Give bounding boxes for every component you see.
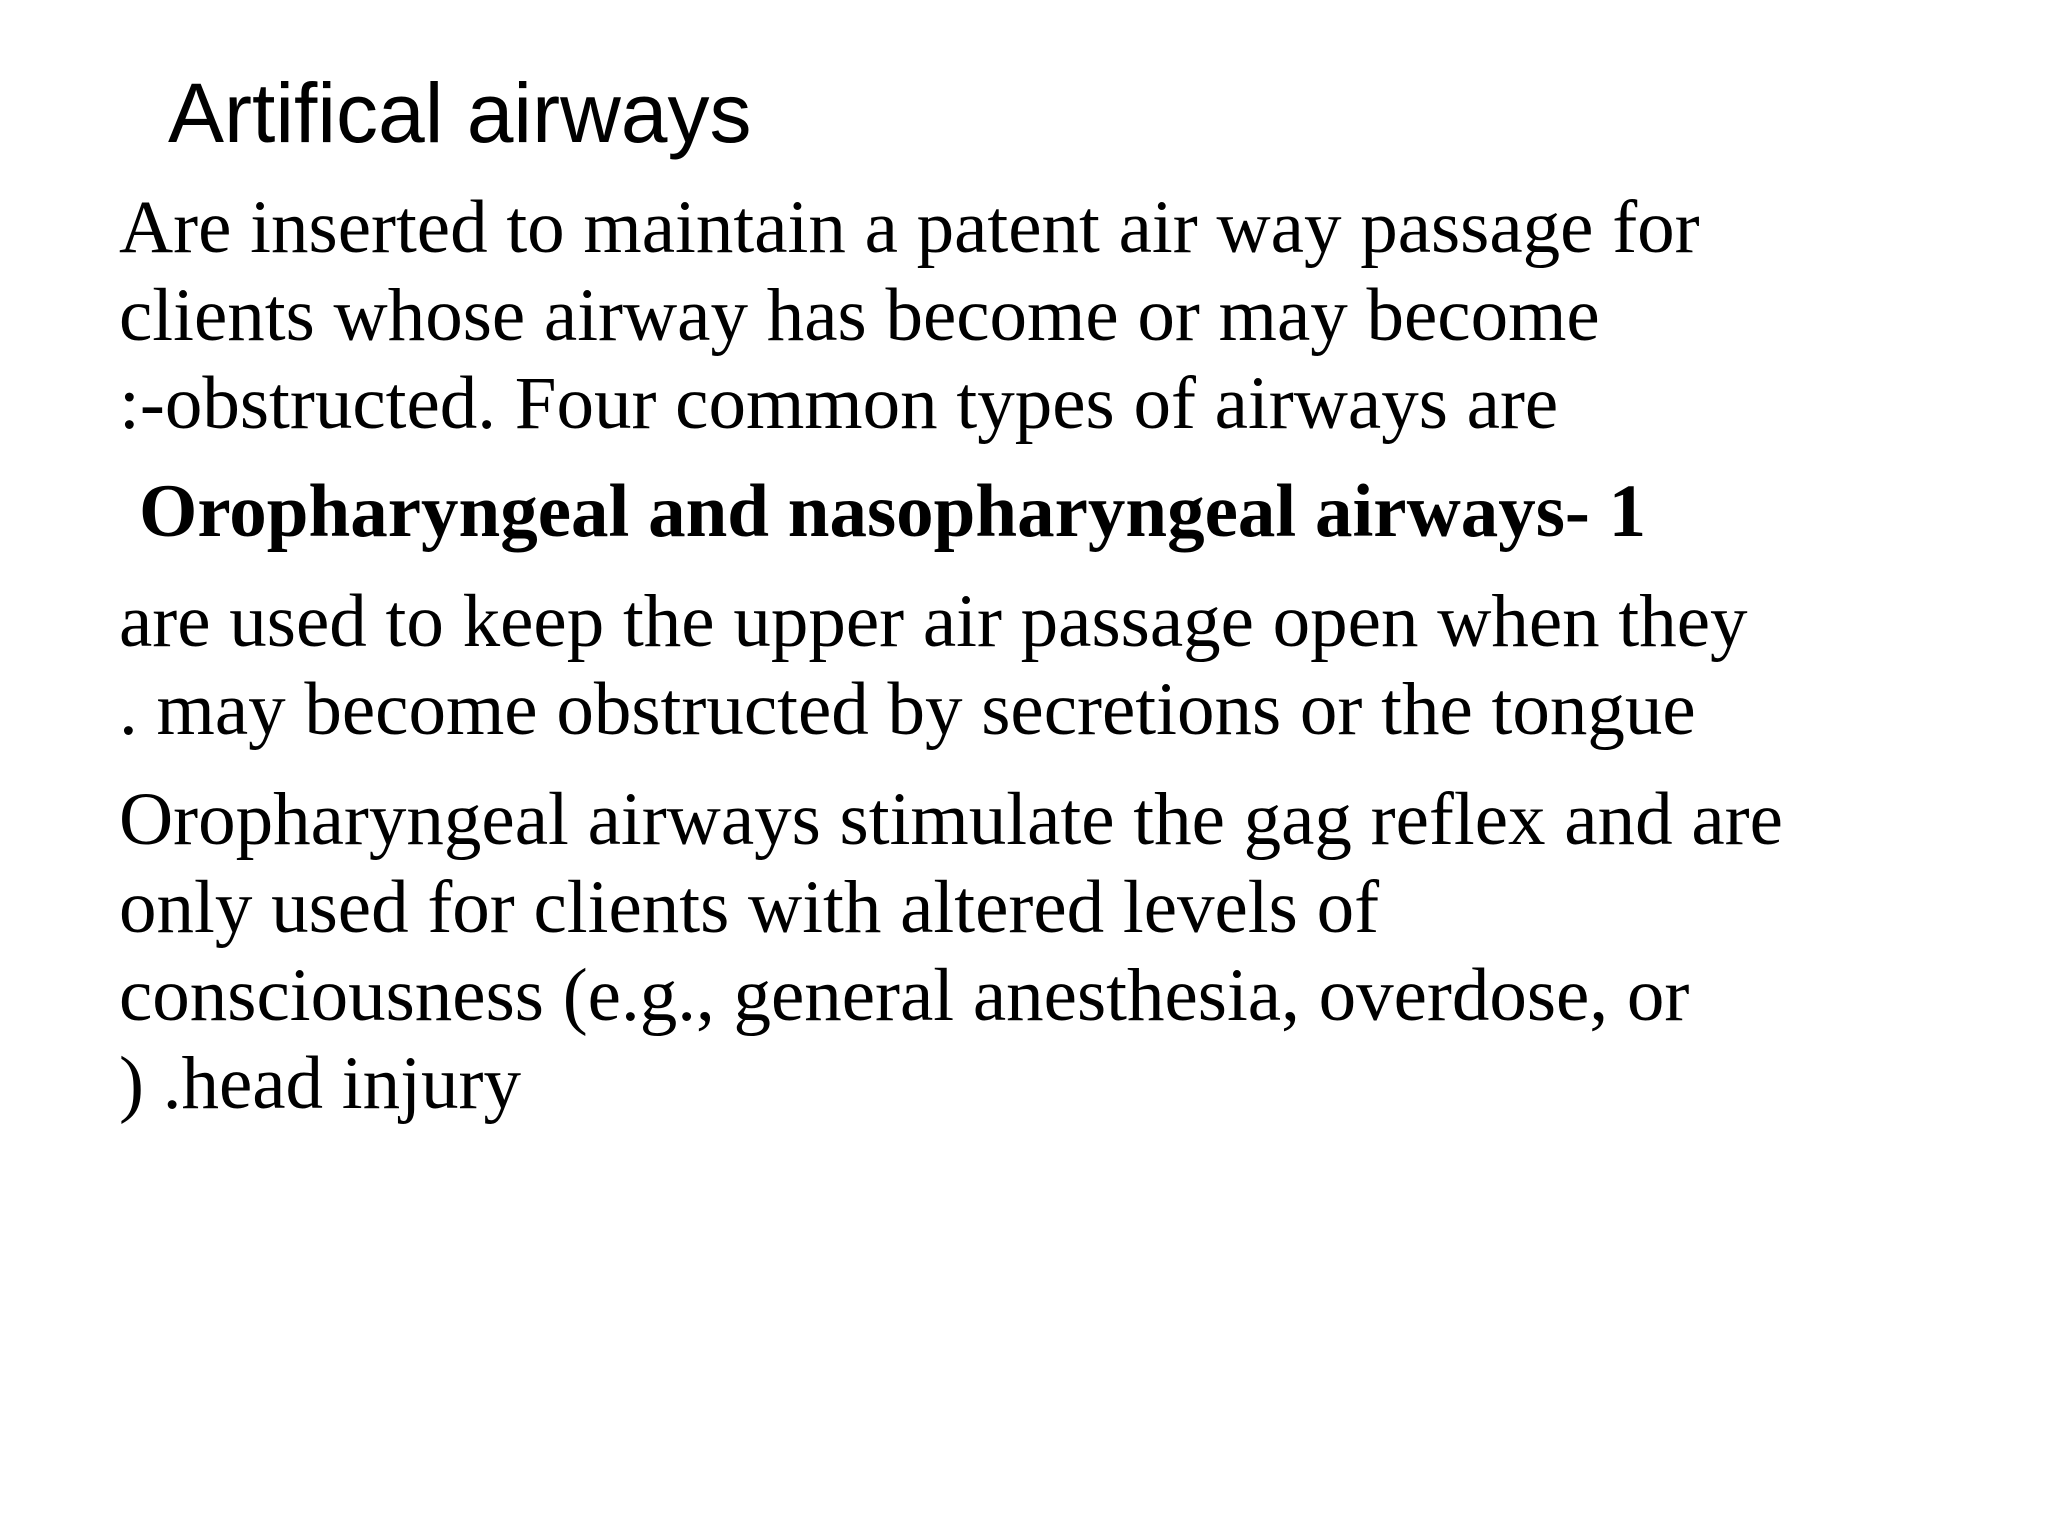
body-line: ) .head injury (119, 1042, 521, 1125)
body-line: only used for clients with altered levels of (119, 866, 1380, 949)
body-line: Are inserted to maintain a patent air way passage for (119, 186, 1700, 269)
body-line: . may become obstructed by secretions or the tongue (119, 668, 1696, 751)
body-line: are used to keep the upper air passage open when they (119, 580, 1748, 663)
slide-title: Artifical airways (168, 66, 752, 160)
section-heading: Oropharyngeal and nasopharyngeal airways- 1 (139, 470, 1647, 553)
body-line: :-obstructed. Four common types of airways are (119, 362, 1559, 445)
body-line: clients whose airway has become or may become (119, 274, 1600, 357)
body-line: Oropharyngeal airways stimulate the gag reflex and are (119, 778, 1783, 861)
body-line: consciousness (e.g., general anesthesia, overdose, or (119, 954, 1690, 1037)
